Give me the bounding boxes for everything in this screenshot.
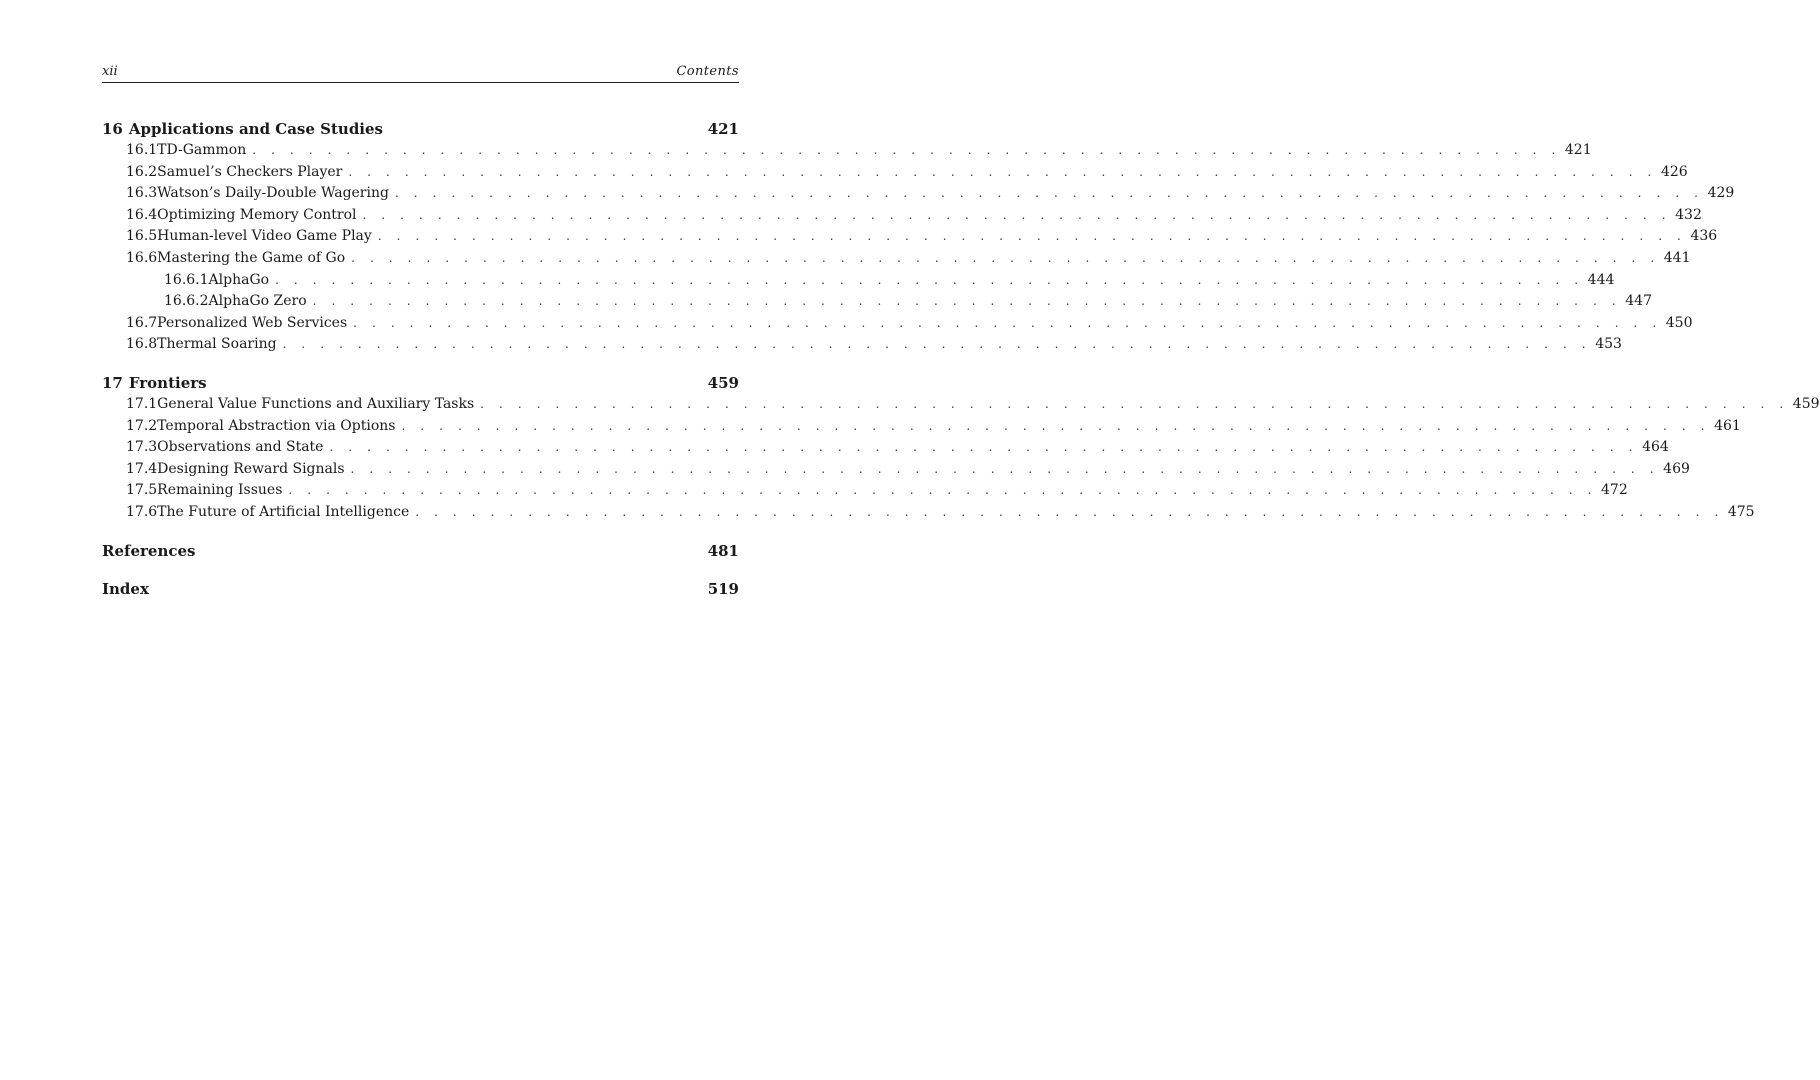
dot-leader: . . . . . . . . . . . . . . . . . . . . . . . . . . . . . . . . . . . . . . . . . . . . . . . . . . . . . . . . . . . . . . . . . . . . . . [353,315,1662,330]
dot-leader: . . . . . . . . . . . . . . . . . . . . . . . . . . . . . . . . . . . . . . . . . . . . . . . . . . . . . . . . . . . . . . . . . . . . . . [252,143,1561,157]
dot-leader: . . . . . . . . . . . . . . . . . . . . . . . . . . . . . . . . . . . . . . . . . . . . . . . . . . . . . . . . . . . . . . . . . . . . . . [362,207,1672,222]
toc-entry[interactable] [102,140,1592,162]
chapter-number: 16 [102,120,123,138]
section-number: 17.2 [126,417,158,434]
section-page: 475 [1727,503,1755,520]
section-page: 453 [1595,336,1622,353]
section-title: The Future of Artificial Intelligence [157,503,410,520]
toc-entry[interactable] [102,226,1718,248]
page-folio: xii [102,64,118,79]
toc-entry[interactable] [102,459,1690,481]
toc-entry[interactable] [102,480,1628,502]
chapter-heading[interactable] [102,372,739,394]
toc-entry[interactable] [102,183,1735,205]
section-title: Human-level Video Game Play [157,228,372,245]
chapter-heading[interactable] [102,578,739,600]
chapter-heading[interactable] [102,118,739,140]
section-number: 16.6 [126,249,158,266]
section-page: 436 [1690,228,1718,245]
chapter-page: 459 [707,373,739,392]
section-page: 426 [1660,163,1688,180]
dot-leader: . . . . . . . . . . . . . . . . . . . . . . . . . . . . . . . . . . . . . . . . . . . . . . . . . . . . . . . . . . . . . . . . . . . . . . [348,164,1657,179]
chapter-title: Applications and Case Studies [128,120,383,138]
toc-entry[interactable] [102,270,1615,292]
toc-entry[interactable] [102,416,1741,438]
dot-leader: . . . . . . . . . . . . . . . . . . . . . . . . . . . . . . . . . . . . . . . . . . . . . . . . . . . . . . . . . . . . . . . . . . . . . . [394,186,1704,201]
dot-leader: . . . . . . . . . . . . . . . . . . . . . . . . . . . . . . . . . . . . . . . . . . . . . . . . . . . . . . . . . . . . . . . . . . . . . . [401,418,1711,433]
dot-leader: . . . . . . . . . . . . . . . . . . . . . . . . . . . . . . . . . . . . . . . . . . . . . . . . . . . . . . . . . . . . . . . . . . . . . . [282,337,1592,352]
toc-entry[interactable] [102,334,1622,356]
section-number: 17.3 [126,439,158,456]
section-page: 444 [1587,271,1615,288]
dot-leader: . . . . . . . . . . . . . . . . . . . . . . . . . . . . . . . . . . . . . . . . . . . . . . . . . . . . . . . . . . . . . . . . . . . . . . [351,250,1660,265]
subsection-number: 16.6.2 [164,293,209,310]
dot-leader: . . . . . . . . . . . . . . . . . . . . . . . . . . . . . . . . . . . . . . . . . . . . . . . . . . . . . . . . . . . . . . . . . . . . . . [480,396,1789,411]
section-title: Temporal Abstraction via Options [157,417,396,434]
section-page: 432 [1675,206,1702,223]
section-number: 16.1 [126,142,158,158]
subsection-title: AlphaGo [208,271,270,288]
dot-leader: . . . . . . . . . . . . . . . . . . . . . . . . . . . . . . . . . . . . . . . . . . . . . . . . . . . . . . . . . . . . . . . . . . . . . . [275,272,1584,287]
toc-entry[interactable] [102,313,1693,335]
section-title: Personalized Web Services [157,314,348,331]
section-title: Samuel’s Checkers Player [157,163,343,180]
section-page: 472 [1601,482,1628,499]
toc-entry[interactable] [102,502,1755,524]
running-head-title: Contents [676,64,739,79]
chapter-page: 481 [707,541,739,560]
dot-leader: . . . . . . . . . . . . . . . . . . . . . . . . . . . . . . . . . . . . . . . . . . . . . . . . . . . . . . . . . . . . . . . . . . . . . . [312,294,1622,309]
section-number: 16.5 [126,228,158,245]
dot-leader: . . . . . . . . . . . . . . . . . . . . . . . . . . . . . . . . . . . . . . . . . . . . . . . . . . . . . . . . . . . . . . . . . . . . . . [377,229,1687,244]
section-number: 17.6 [126,503,158,520]
toc-entry[interactable] [102,248,1691,270]
toc-chapter-17 [102,372,1820,524]
dot-leader: . . . . . . . . . . . . . . . . . . . . . . . . . . . . . . . . . . . . . . . . . . . . . . . . . . . . . . . . . . . . . . . . . . . . . . [415,504,1724,519]
chapter-title: References [102,541,196,560]
section-page: 464 [1642,439,1669,456]
section-number: 17.5 [126,482,158,499]
document-page [102,0,1820,1080]
section-title: Remaining Issues [157,482,283,499]
section-title: Observations and State [157,439,324,456]
subsection-title: AlphaGo Zero [208,293,307,310]
chapter-page: 519 [707,579,739,598]
toc-chapter-16 [102,118,1735,356]
section-title: Watson’s Daily-Double Wagering [157,185,389,202]
subsection-number: 16.6.1 [164,271,209,288]
toc-entry[interactable] [102,291,1652,313]
section-number: 16.2 [126,163,158,180]
toc-entry[interactable] [102,394,1820,416]
section-title: Optimizing Memory Control [157,206,357,223]
section-number: 16.3 [126,185,158,202]
section-title: General Value Functions and Auxiliary Tasks [157,395,475,412]
dot-leader: . . . . . . . . . . . . . . . . . . . . . . . . . . . . . . . . . . . . . . . . . . . . . . . . . . . . . . . . . . . . . . . . . . . . . . [329,440,1639,455]
section-title: TD-Gammon [157,142,247,158]
chapter-page: 421 [707,120,739,138]
section-page: 469 [1663,460,1690,477]
chapter-title: Index [102,579,149,598]
section-page: 447 [1625,293,1652,310]
toc-entry[interactable] [102,205,1702,227]
section-number: 16.4 [126,206,158,223]
section-page: 461 [1714,417,1741,434]
chapter-number: 17 [102,373,123,392]
dot-leader: . . . . . . . . . . . . . . . . . . . . . . . . . . . . . . . . . . . . . . . . . . . . . . . . . . . . . . . . . . . . . . . . . . . . . . [288,483,1598,498]
toc-entry[interactable] [102,437,1669,459]
section-title: Thermal Soaring [157,336,277,353]
section-number: 17.4 [126,460,158,477]
section-page: 441 [1663,249,1691,266]
section-page: 450 [1665,314,1693,331]
section-page: 459 [1792,395,1820,412]
table-of-contents [102,118,1820,616]
section-title: Mastering the Game of Go [157,249,346,266]
toc-entry[interactable] [102,162,1688,184]
chapter-heading[interactable] [102,540,739,562]
section-number: 16.7 [126,314,158,331]
section-page: 429 [1707,185,1735,202]
toc-references [102,540,739,562]
toc-index [102,578,739,600]
section-number: 17.1 [126,395,158,412]
dot-leader: . . . . . . . . . . . . . . . . . . . . . . . . . . . . . . . . . . . . . . . . . . . . . . . . . . . . . . . . . . . . . . . . . . . . . . [350,461,1660,476]
section-title: Designing Reward Signals [157,460,345,477]
section-number: 16.8 [126,336,158,353]
running-head [102,62,739,83]
section-page: 421 [1564,142,1592,158]
chapter-title: Frontiers [128,373,207,392]
